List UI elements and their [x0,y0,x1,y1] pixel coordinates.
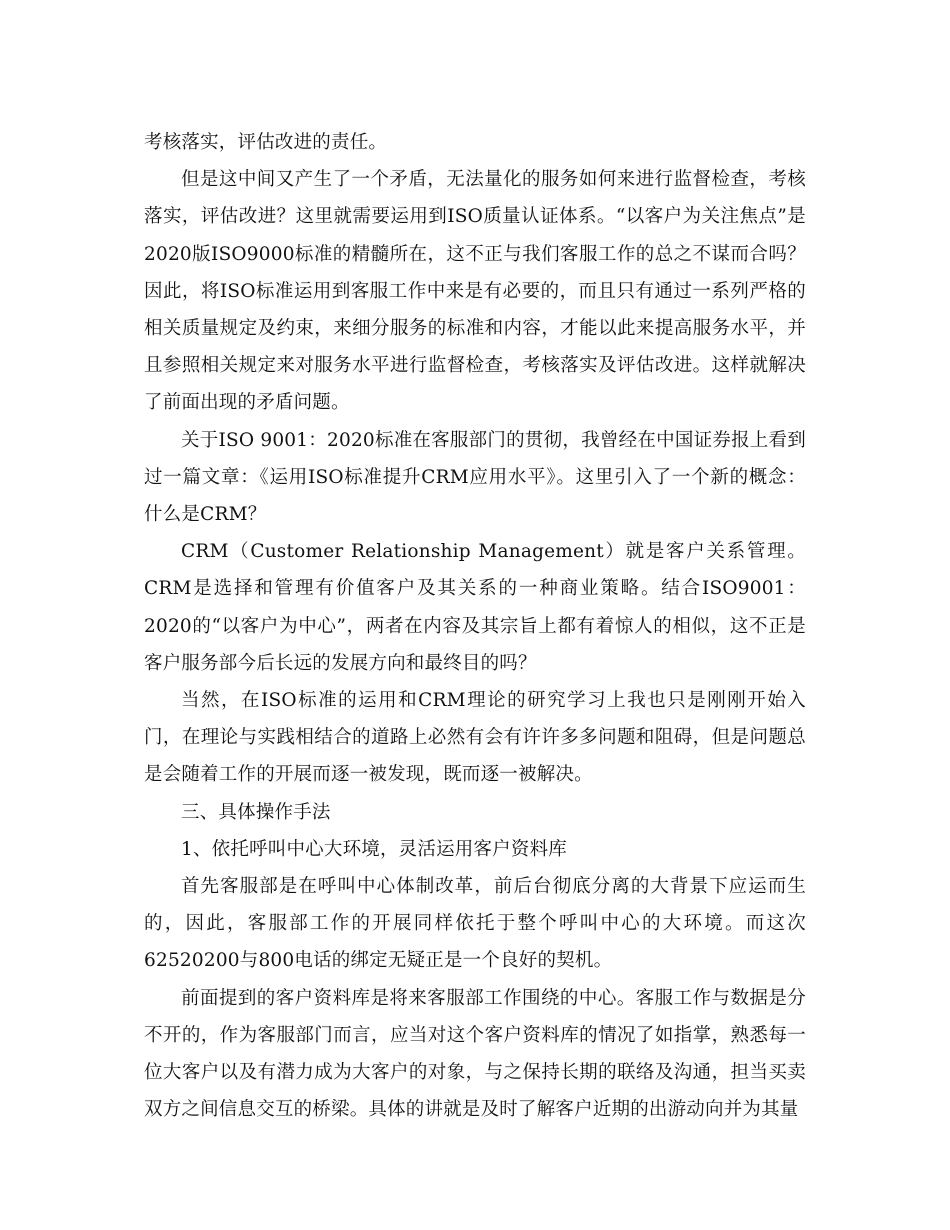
paragraph-learning: 当然，在ISO标准的运用和CRM理论的研究学习上我也只是刚刚开始入门，在理论与实践相结合的道路上必然有会有许许多多问题和阻碍，但是问题总是会随着工作的开展而逐一被发现，既而逐一被解决。 [144,690,806,786]
paragraph-iso-article: 关于ISO 9001：2020标准在客服部门的贯彻，我曾经在中国证券报上看到过一篇文章：《运用ISO标准提升CRM应用水平》。这里引入了一个新的概念：什么是CRM？ [144,429,806,526]
paragraph-call-center: 首先客服部是在呼叫中心体制改革，前后台彻底分离的大背景下应运而生的，因此，客服部工作的开展同样依托于整个呼叫中心的大环境。而这次62520200与800电话的绑定无疑正是一个良好的契机。 [144,876,806,972]
paragraph-customer-database: 前面提到的客户资料库是将来客服部工作围绕的中心。客服工作与数据是分不开的，作为客服部门而言，应当对这个客户资料库的情况了如指掌，熟悉每一位大客户以及有潜力成为大客户的对象，与之保持长期的联络及沟通，担当买卖双方之间信息交互的桥梁。具体的讲就是及时了解客户近期的出游动向并为其量 [144,987,806,1121]
subsection-heading: 1、依托呼叫中心大环境，灵活运用客户资料库 [181,838,567,860]
paragraph-continuation: 考核落实，评估改进的责任。 [144,132,388,153]
paragraph-crm-definition: CRM（Customer Relationship Management）就是客户关系管理。CRM是选择和管理有价值客户及其关系的一种商业策略。结合ISO9001：2020的“以客户为中心”，两者在内容及其宗旨上都有着惊人的相似，这不正是客户服务部今后长远的发展方向和最终目的吗？ [144,541,806,674]
paragraph-contradiction: 但是这中间又产生了一个矛盾，无法量化的服务如何来进行监督检查，考核落实，评估改进？这里就需要运用到ISO质量认证体系。“以客户为关注焦点”是2020版ISO9000标准的精髓所在，这不正与我们客服工作的总之不谋而合吗？因此，将ISO标准运用到客服工作中来是有必要的，而且只有通过一系列严格的相关质量规定及约束，来细分服务的标准和内容，才能以此来提高服务水平，并且参照相关规定来对服务水平进行监督检查，考核落实及评估改进。这样就解决了前面出现的矛盾问题。 [144,169,806,414]
document-body [144,124,806,1128]
section-heading: 三、具体操作手法 [181,801,331,823]
